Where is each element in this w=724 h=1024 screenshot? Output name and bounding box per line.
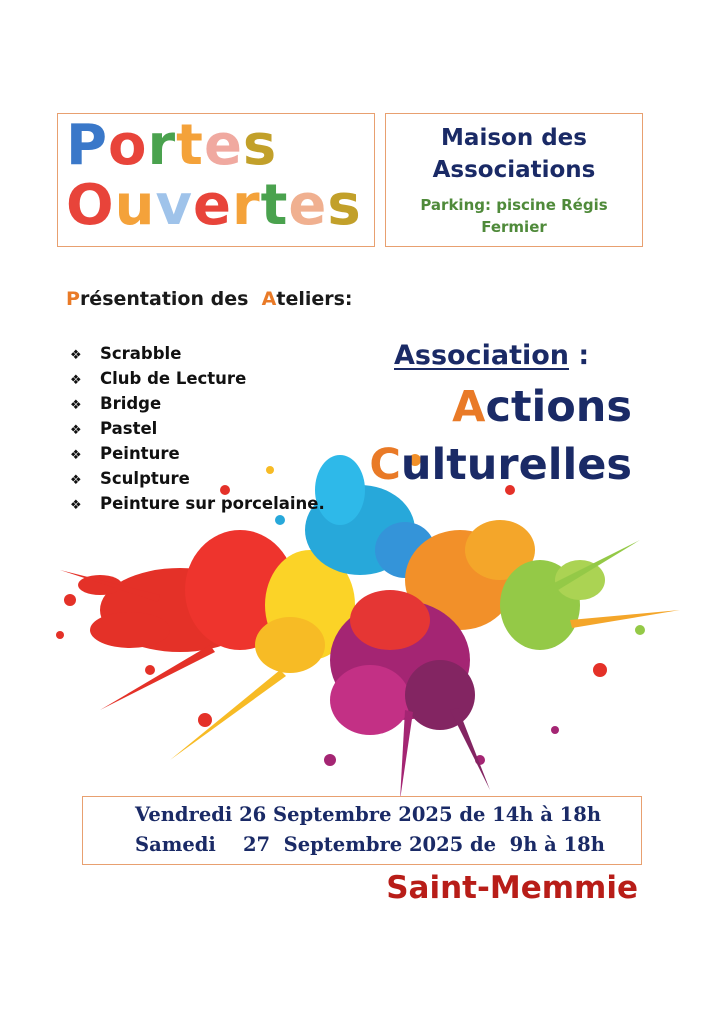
association-name-actions	[452, 382, 632, 432]
workshop-label: Peinture	[100, 444, 180, 463]
title-letter: t	[176, 113, 204, 178]
heading-text: résentation des	[79, 288, 256, 310]
diamond-bullet-icon: ❖	[70, 423, 82, 438]
list-item	[70, 417, 325, 442]
venue-name-line2: Associations	[432, 157, 596, 183]
title-letter: v	[155, 173, 193, 238]
diamond-bullet-icon: ❖	[70, 498, 82, 513]
association-word: ctions	[485, 382, 632, 432]
workshop-label: Pastel	[100, 419, 158, 438]
list-item	[70, 492, 325, 517]
workshops-heading	[66, 288, 353, 310]
title-letter: o	[108, 113, 148, 178]
association-initial: A	[452, 382, 486, 432]
title-box	[57, 113, 375, 247]
association-colon: :	[569, 340, 590, 371]
diamond-bullet-icon: ❖	[70, 473, 82, 488]
workshop-label: Scrabble	[100, 344, 182, 363]
title-portes	[66, 113, 278, 178]
diamond-bullet-icon: ❖	[70, 348, 82, 363]
title-letter: s	[327, 173, 362, 238]
association-initial: C	[369, 440, 401, 490]
list-item	[70, 467, 325, 492]
heading-initial: A	[261, 288, 277, 310]
heading-initial: P	[66, 288, 80, 310]
diamond-bullet-icon: ❖	[70, 373, 82, 388]
diamond-bullet-icon: ❖	[70, 448, 82, 463]
association-label	[394, 340, 589, 371]
heading-text: teliers:	[276, 288, 353, 310]
workshop-label: Club de Lecture	[100, 369, 247, 388]
association-name-culturelles	[369, 440, 632, 490]
venue-name	[386, 122, 642, 186]
date-friday: Vendredi 26 Septembre 2025 de 14h à 18h	[135, 803, 602, 826]
venue-name-line1: Maison des	[441, 125, 587, 151]
title-letter: u	[114, 173, 156, 238]
city-name: Saint-Memmie	[386, 870, 638, 906]
list-item	[70, 367, 325, 392]
title-letter: O	[66, 173, 115, 238]
list-item	[70, 392, 325, 417]
title-letter: s	[242, 113, 278, 178]
association-word: Association	[394, 340, 569, 371]
dates-box	[82, 796, 642, 865]
workshop-label: Sculpture	[100, 469, 190, 488]
workshop-label: Peinture sur porcelaine.	[100, 494, 325, 513]
title-ouvertes	[66, 173, 362, 238]
title-letter: e	[288, 173, 328, 238]
title-letter: e	[193, 173, 232, 238]
title-letter: r	[147, 113, 177, 178]
list-item	[70, 342, 325, 367]
association-word: ulturelles	[400, 440, 632, 490]
title-letter: r	[231, 173, 261, 238]
diamond-bullet-icon: ❖	[70, 398, 82, 413]
title-letter: P	[66, 113, 109, 178]
workshop-label: Bridge	[100, 394, 162, 413]
workshop-list	[70, 342, 325, 517]
title-letter: e	[203, 113, 243, 178]
title-letter: t	[260, 173, 289, 238]
venue-box	[385, 113, 643, 247]
date-saturday: Samedi 27 Septembre 2025 de 9h à 18h	[135, 833, 605, 856]
list-item	[70, 442, 325, 467]
venue-parking: Parking: piscine Régis Fermier	[420, 196, 608, 236]
